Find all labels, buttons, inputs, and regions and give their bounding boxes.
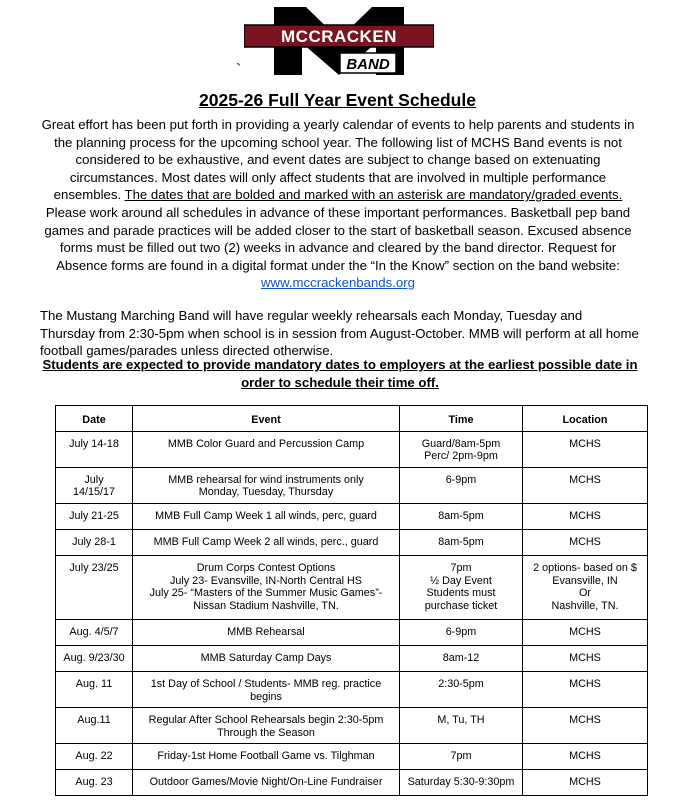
location-line: MCHS: [569, 651, 601, 664]
event-line: Outdoor Games/Movie Night/On-Line Fundraiser: [149, 776, 383, 789]
location-line: MCHS: [569, 750, 601, 763]
event-line: MMB Full Camp Week 1 all winds, perc, guard: [155, 509, 377, 522]
location-line: 2 options- based on $: [533, 561, 637, 574]
location-line: MCHS: [569, 509, 601, 522]
cell-time: [400, 467, 523, 503]
cell-event: [133, 529, 400, 555]
time-line: 7pm: [450, 561, 472, 574]
event-line: Through the Season: [217, 726, 315, 739]
table-row: [56, 744, 648, 770]
intro-text-1: Great effort has been put forth in providing a yearly calendar of events to help parents and students in the planning process for the upcoming school year. The following list of MCHS Band events is not considered to be exhaustive, and event dates are subject to change based on extenuating circumstances. Most dates will only affect students that are involved in multiple performance ensembles.: [41, 117, 635, 203]
cell-time: [400, 503, 523, 529]
cell-time: [400, 431, 523, 467]
event-line: MMB Rehearsal: [227, 625, 305, 638]
event-line: July 23- Evansville, IN-North Central HS: [169, 574, 362, 587]
time-line: 2:30-5pm: [438, 677, 484, 690]
date-line: July: [84, 473, 104, 486]
header-date: Date: [56, 406, 133, 432]
location-line: MCHS: [569, 625, 601, 638]
table-row: [56, 529, 648, 555]
time-line: 8am-5pm: [438, 509, 484, 522]
cell-event: [133, 770, 400, 796]
time-line: Saturday 5:30-9:30pm: [407, 776, 515, 789]
header-location: Location: [523, 406, 648, 432]
mandatory-note: The dates that are bolded and marked with an asterisk are mandatory/graded events.: [124, 187, 623, 203]
location-line: MCHS: [569, 677, 601, 690]
cell-location: [523, 503, 648, 529]
cell-event: [133, 671, 400, 707]
stray-backtick: `: [236, 62, 242, 79]
event-line: 1st Day of School / Students- MMB reg. practice begins: [150, 677, 382, 703]
time-line: 6-9pm: [445, 473, 477, 486]
table-body: [56, 431, 648, 796]
table-row: [56, 467, 648, 503]
event-line: MMB Saturday Camp Days: [200, 651, 332, 664]
table-row: [56, 770, 648, 796]
event-line: Friday-1st Home Football Game vs. Tilghman: [157, 750, 375, 763]
time-line: Guard/8am-5pm: [421, 437, 501, 450]
event-line: MMB Color Guard and Percussion Camp: [167, 437, 365, 450]
cell-time: [400, 770, 523, 796]
date-line: Aug. 11: [75, 677, 113, 690]
time-line: 8am-12: [442, 651, 480, 664]
cell-time: [400, 645, 523, 671]
time-line: purchase ticket: [424, 599, 498, 612]
date-line: Aug. 23: [75, 776, 113, 789]
cell-date: [56, 529, 133, 555]
cell-time: [400, 619, 523, 645]
logo-graphic: [244, 5, 434, 77]
table-row: [56, 503, 648, 529]
table-row: [56, 619, 648, 645]
cell-date: [56, 467, 133, 503]
time-line: 7pm: [450, 750, 472, 763]
cell-location: [523, 744, 648, 770]
cell-location: [523, 431, 648, 467]
cell-event: [133, 555, 400, 619]
cell-date: [56, 770, 133, 796]
employer-notice: Students are expected to provide mandatory dates to employers at the earliest possible date in order to schedule their time off.: [42, 357, 638, 390]
cell-event: [133, 431, 400, 467]
date-line: Aug. 22: [75, 750, 113, 763]
date-line: July 28-1: [72, 535, 116, 548]
page-title: 2025-26 Full Year Event Schedule: [199, 90, 476, 110]
cell-event: [133, 467, 400, 503]
cell-event: [133, 645, 400, 671]
time-line: Students must: [426, 587, 496, 600]
cell-date: [56, 708, 133, 744]
table-header-row: [56, 406, 648, 432]
time-line: M, Tu, TH: [437, 714, 485, 727]
location-line: Evansville, IN: [552, 574, 618, 587]
cell-location: [523, 708, 648, 744]
cell-location: [523, 645, 648, 671]
location-line: MCHS: [569, 776, 601, 789]
cell-location: [523, 770, 648, 796]
cell-location: [523, 671, 648, 707]
date-line: Aug. 4/5/7: [69, 625, 119, 638]
location-line: MCHS: [569, 714, 601, 727]
cell-date: [56, 744, 133, 770]
location-line: Nashville, TN.: [551, 599, 619, 612]
date-line: Aug.11: [77, 714, 111, 727]
time-line: Perc/ 2pm-9pm: [424, 450, 498, 463]
cell-time: [400, 708, 523, 744]
cell-date: [56, 555, 133, 619]
intro-text-2: Please work around all schedules in advance of these important performances. Basketball pep band games and parade practices will be added closer to the start of basketball season. Excused absence forms must be filled out two (2) weeks in advance and cleared by the band director. Request for Absence forms are found in a digital format under the “In the Know” section on the band website:: [44, 204, 632, 273]
cell-event: [133, 708, 400, 744]
cell-time: [400, 529, 523, 555]
event-line: Regular After School Rehearsals begin 2:30-5pm: [148, 714, 384, 727]
time-line: 6-9pm: [445, 625, 477, 638]
location-line: Or: [579, 587, 591, 600]
table-row: [56, 431, 648, 467]
mmb-rehearsal-paragraph: The Mustang Marching Band will have regular weekly rehearsals each Monday, Tuesday and Thursday from 2:30-5pm when school is in session from August-October. MMB will perform at all home football games/parades unless directed otherwise.: [40, 308, 639, 359]
mccracken-band-logo: [244, 5, 434, 77]
header-time: Time: [400, 406, 523, 432]
date-line: July 23/25: [69, 561, 119, 574]
event-line: Monday, Tuesday, Thursday: [198, 486, 334, 499]
cell-date: [56, 431, 133, 467]
logo-band-text: BAND: [346, 56, 390, 73]
cell-time: [400, 744, 523, 770]
event-line: MMB rehearsal for wind instruments only: [168, 473, 364, 486]
cell-date: [56, 619, 133, 645]
cell-date: [56, 645, 133, 671]
table-row: [56, 645, 648, 671]
cell-location: [523, 619, 648, 645]
time-line: 8am-5pm: [438, 535, 484, 548]
intro-paragraph: [40, 116, 636, 292]
location-line: MCHS: [569, 437, 601, 450]
cell-event: [133, 503, 400, 529]
location-line: MCHS: [569, 535, 601, 548]
date-line: Aug. 9/23/30: [63, 651, 125, 664]
table-row: [56, 671, 648, 707]
cell-event: [133, 619, 400, 645]
date-line: July 21-25: [69, 509, 119, 522]
band-website-link[interactable]: www.mccrackenbands.org: [261, 275, 415, 291]
header-event: Event: [133, 406, 400, 432]
date-line: 14/15/17: [72, 486, 116, 499]
location-line: MCHS: [569, 473, 601, 486]
cell-event: [133, 744, 400, 770]
cell-date: [56, 671, 133, 707]
date-line: July 14-18: [69, 437, 119, 450]
cell-location: [523, 555, 648, 619]
cell-time: [400, 555, 523, 619]
cell-date: [56, 503, 133, 529]
time-line: ½ Day Event: [430, 574, 492, 587]
event-schedule-table: [55, 405, 648, 796]
event-line: Nissan Stadium Nashville, TN.: [193, 599, 339, 612]
cell-location: [523, 467, 648, 503]
cell-location: [523, 529, 648, 555]
event-line: MMB Full Camp Week 2 all winds, perc., guard: [153, 535, 379, 548]
event-line: July 25- “Masters of the Summer Music Games”-: [149, 587, 383, 600]
table-row: [56, 555, 648, 619]
cell-time: [400, 671, 523, 707]
table-row: [56, 708, 648, 744]
event-line: Drum Corps Contest Options: [196, 561, 336, 574]
logo-wordmark: MCCRACKEN: [281, 27, 397, 46]
